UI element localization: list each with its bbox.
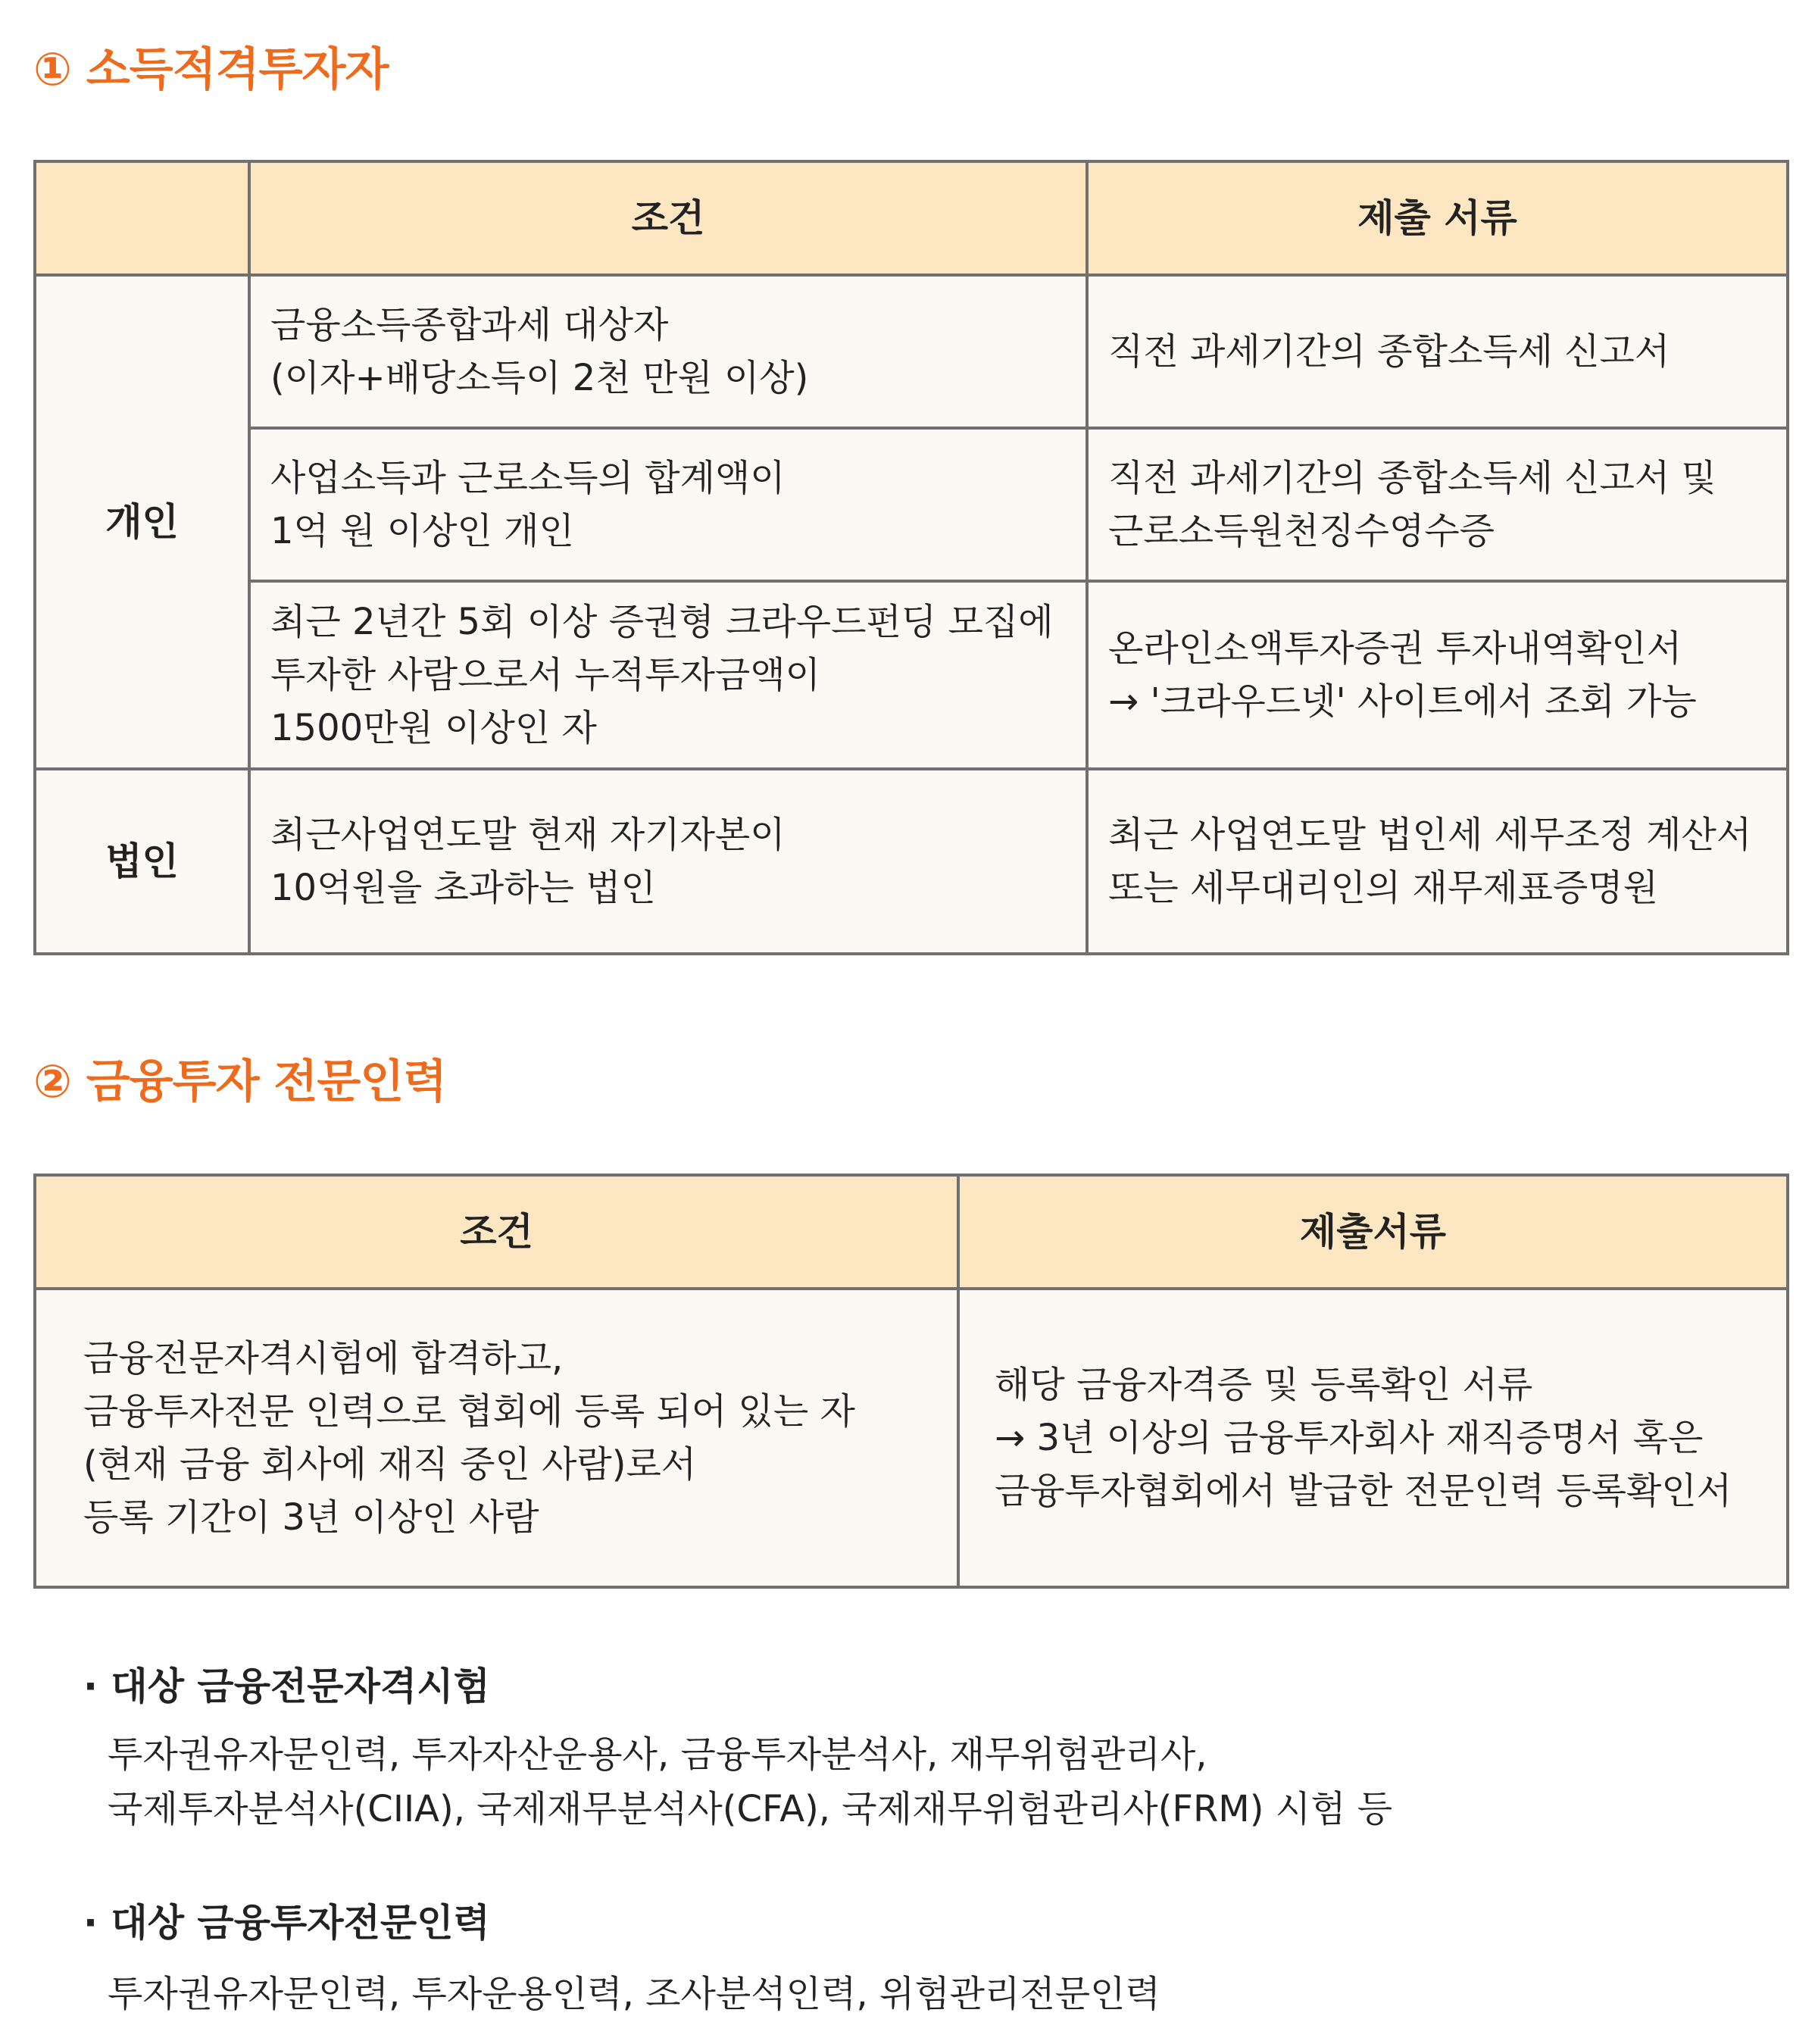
table-row: [35, 769, 1788, 954]
note-heading-exams: · 대상 금융전문자격시험: [83, 1664, 490, 1708]
header-documents: 제출 서류: [1087, 161, 1788, 275]
documents-cell: 최근 사업연도말 법인세 세무조정 계산서 또는 세무대리인의 재무제표증명원: [1087, 769, 1788, 954]
documents-cell: 온라인소액투자증권 투자내역확인서 → '크라우드넷' 사이트에서 조회 가능: [1087, 581, 1788, 769]
header-condition: 조건: [35, 1175, 958, 1289]
table-row: [35, 1289, 1788, 1587]
income-investor-table: [33, 160, 1789, 955]
documents-cell: 직전 과세기간의 종합소득세 신고서: [1087, 275, 1788, 428]
category-individual: 개인: [35, 275, 249, 769]
note-body-exams: 투자권유자문인력, 투자자산운용사, 금융투자분석사, 재무위험관리사, 국제투자분석사(CIIA), 국제재무분석사(CFA), 국제재무위험관리사(FRM) 시험 등: [108, 1733, 1393, 1830]
table-header-row: [35, 161, 1788, 275]
note-body-professionals: 투자권유자문인력, 투자운용인력, 조사분석인력, 위험관리전문인력: [108, 1973, 1160, 2015]
section-title-income-investor: ① 소득적격투자자: [33, 43, 389, 96]
section-title-professional: ② 금융투자 전문인력: [33, 1055, 447, 1108]
header-empty: [35, 161, 249, 275]
header-condition: 조건: [249, 161, 1087, 275]
condition-cell: 사업소득과 근로소득의 합계액이 1억 원 이상인 개인: [249, 428, 1087, 581]
header-documents: 제출서류: [958, 1175, 1788, 1289]
condition-cell: 금융소득종합과세 대상자 (이자+배당소득이 2천 만원 이상): [249, 275, 1087, 428]
condition-cell: 최근사업연도말 현재 자기자본이 10억원을 초과하는 법인: [249, 769, 1087, 954]
documents-cell: 직전 과세기간의 종합소득세 신고서 및 근로소득원천징수영수증: [1087, 428, 1788, 581]
documents-cell: 해당 금융자격증 및 등록확인 서류 → 3년 이상의 금융투자회사 재직증명서 혹은 금융투자협회에서 발급한 전문인력 등록확인서: [958, 1289, 1788, 1587]
table-row: [35, 428, 1788, 581]
condition-cell: 금융전문자격시험에 합격하고, 금융투자전문 인력으로 협회에 등록 되어 있는 자 (현재 금융 회사에 재직 중인 사람)로서 등록 기간이 3년 이상인 사람: [35, 1289, 958, 1587]
table-header-row: [35, 1175, 1788, 1289]
note-heading-professionals: · 대상 금융투자전문인력: [83, 1901, 490, 1945]
condition-cell: 최근 2년간 5회 이상 증권형 크라우드펀딩 모집에 투자한 사람으로서 누적투자금액이 1500만원 이상인 자: [249, 581, 1087, 769]
category-corporate: 법인: [35, 769, 249, 954]
table-row: [35, 275, 1788, 428]
professional-table: [33, 1174, 1789, 1589]
table-row: [35, 581, 1788, 769]
